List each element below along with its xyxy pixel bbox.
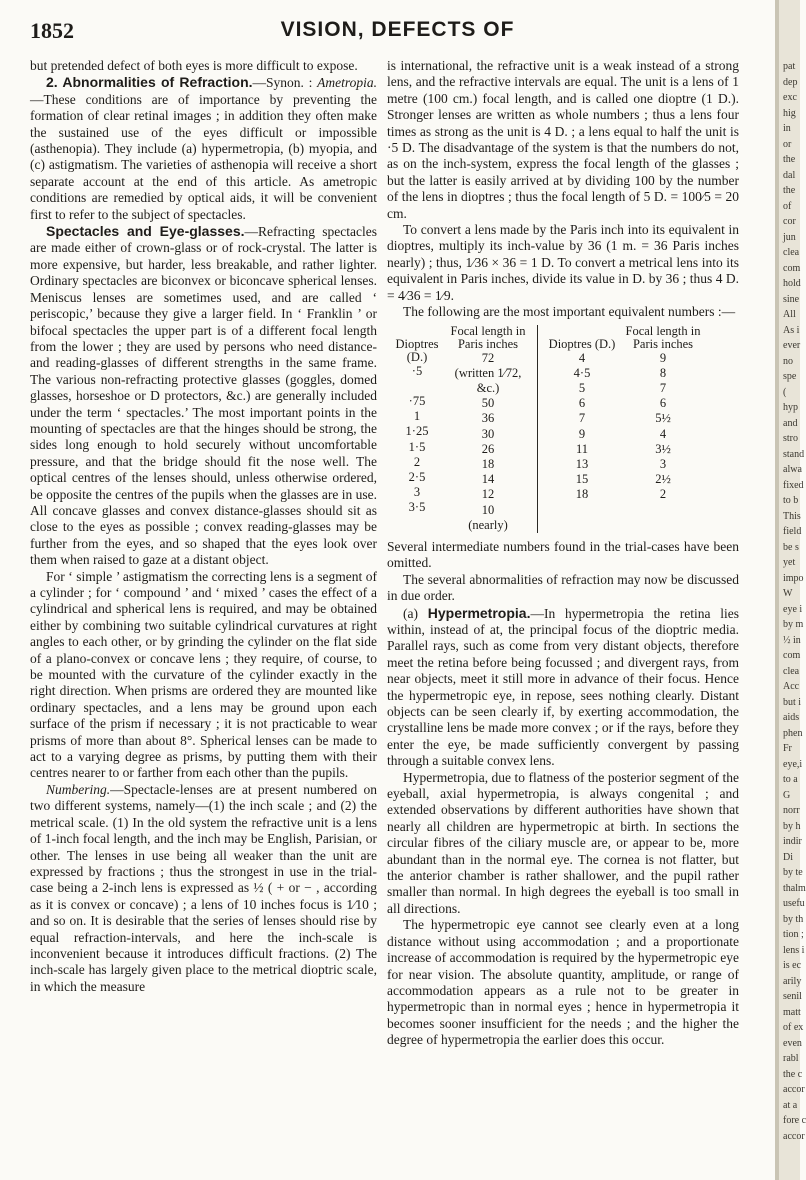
page-fragment: fixed [783, 479, 804, 491]
table-cell: (written 1⁄72, &c.) [454, 365, 522, 395]
section-numbering [30, 782, 377, 995]
page-fragment: of [783, 200, 792, 212]
page-fragment: pat [783, 61, 796, 72]
table-cell: 26 [481, 441, 495, 456]
page-fragment: thalm [783, 882, 806, 894]
page-fragment: rabl [783, 1053, 799, 1064]
table-cell: 14 [481, 472, 495, 487]
table-cell: 1·5 [408, 439, 426, 454]
table-header: Paris inches [632, 336, 694, 351]
paragraph-text: —Spectacle-lenses are at present numbered on two different systems, namely—(1) the inch scale ; and (2) the metrical scale. (1) In the old system the refractive unit is a lens of 1-inch focal length, and the inch may be English, Parisian, or other. The lenses in use being all weaker than the unit are expressed by fractions ; thus the strongest in use in the trial-case being a 2-inch lens is expressed as ½ ( + or − , according as it is convex or concave) ; a lens of 10 inches focus is 1⁄10 ; and so on. It is desirable that the series of lenses should rise by equal refraction-intervals, and here the inch-scale is inconvenient because it introduces difficult fractions. (2) The inch-scale has largely given place to the metrical dioptric scale, in which the measure [30, 781, 377, 994]
synonym-term: Ametropia. [317, 75, 377, 91]
page-fragment: stro [783, 433, 798, 444]
page-fragment: All [783, 309, 796, 320]
section-abnormalities [30, 74, 377, 223]
page-fragment: accor [783, 1084, 805, 1095]
page-fragment: eye i [783, 603, 803, 615]
page-fragment: in [783, 123, 791, 134]
table-cell: 4 [578, 350, 586, 365]
table-header: Focal length in [450, 323, 526, 338]
table-cell: 8 [659, 365, 667, 380]
table-cell: 2 [659, 487, 667, 502]
paragraph: but pretended defect of both eyes is more difficult to expose. [30, 58, 358, 73]
page-fragment: at a [783, 1099, 798, 1111]
page-fragment: tion ; [783, 929, 804, 940]
page-fragment: usefu [783, 898, 805, 909]
paragraph: The following are the most important equivalent numbers :— [403, 304, 736, 320]
section-spectacles [30, 223, 377, 569]
page-title: VISION, DEFECTS OF [280, 18, 515, 41]
table-cell: 36 [481, 411, 495, 426]
paragraph: To convert a lens made by the Paris inch into its equivalent in dioptres, multiply its inch-value by 36 (1 m. = 36 Paris inches nearly) ; thus, 1⁄36 × 36 = 1 D. To convert a metrical lens into its equivalent in Paris inches, divide its value in D. by 36 ; thus 4 D. = 4⁄36 = 1⁄9. [387, 222, 739, 303]
table-cell: 2½ [655, 472, 671, 487]
table-cell: 15 [575, 472, 589, 487]
equivalents-table [387, 325, 739, 533]
section-heading: Spectacles and Eye-glasses. [46, 223, 245, 240]
page-fragment: norr [783, 805, 800, 816]
page-fragment: ( [783, 386, 787, 398]
left-column [30, 58, 377, 995]
page-fragment: eye,i [783, 758, 803, 770]
section-heading: 2. Abnormalities of Refraction. [46, 74, 253, 91]
page-fragment: even [783, 1037, 802, 1049]
page-fragment: by m [783, 619, 804, 630]
page-fragment: W [783, 588, 793, 599]
table-cell: 7 [578, 411, 586, 426]
page-fragment: by te [783, 867, 803, 878]
paragraph-text: —These conditions are of importance by preventing the formation of clear retinal images ; in addition they often make the sustained use of the eyes difficult or impossible (asthenopia). They include (a) hypermetropia, (b) myopia, and (c) astigmatism. The varieties of asthenopia will receive a short separate account at the end of this article. As ametropic conditions are remedied by optical aids, it will be convenient first to refer to the subject of spectacles. [30, 91, 377, 222]
subsection-label: Numbering. [46, 781, 111, 797]
page-fragment: fore c [783, 1115, 806, 1126]
table-header: Focal length in [625, 323, 701, 338]
page-fragment: by th [783, 913, 804, 925]
table-cell: (nearly) [468, 517, 508, 532]
page-fragment: ½ in [783, 634, 801, 646]
page-fragment: com [783, 262, 801, 274]
right-column [387, 58, 739, 1049]
page-fragment: ever [783, 340, 801, 351]
paragraph: is international, the refractive unit is a weak instead of a strong lens, and the refractive intervals are equal. The unit is a lens of 1 metre (100 cm.) focal length, and is called one dioptre (1 D.). Stronger lenses are written as whole numbers ; thus a lens four times as strong as the unit is 4 D. ; a lens equal to half the unit is ·5 D. The disadvantage of the system is that the numbers do not, as on the inch-system, express the focal length of the glasses ; but the latter is easily arrived at by dividing 100 by the number of the lens in dioptres ; thus the focal length of 5 D. = 100⁄5 = 20 cm. [387, 58, 739, 221]
subsection-label: (a) [403, 605, 428, 621]
page-fragment: stand [783, 448, 805, 460]
table-right-block [546, 325, 708, 533]
section-heading: Hypermetropia. [427, 604, 531, 621]
page-fragment: hold [783, 278, 801, 289]
table-cell: 3·5 [408, 500, 426, 515]
page-header [30, 18, 765, 44]
table-cell: 5½ [655, 411, 671, 426]
table-cell: 6 [578, 396, 586, 411]
page-fragment: This [783, 510, 801, 522]
table-header: Dioptres (D.) [548, 336, 616, 351]
table-cell: 9 [578, 426, 586, 441]
table-cell: 1·25 [405, 424, 429, 439]
page-fragment: lens i [783, 944, 805, 956]
page-fragment: or [783, 138, 792, 150]
page-fragment: As i [783, 324, 800, 336]
page-fragment: and [783, 417, 798, 429]
table-cell: 12 [481, 487, 495, 502]
table-header: Dioptres (D.) [395, 336, 439, 364]
table-cell: 13 [575, 456, 589, 471]
table-cell: 3 [659, 456, 667, 471]
table-cell: 2 [413, 454, 421, 469]
page-fragment: hyp [783, 402, 798, 413]
page-fragment: sine [783, 293, 800, 305]
paragraph: The several abnormalities of refraction may now be discussed in due order. [387, 571, 739, 604]
section-hypermetropia [387, 605, 739, 770]
table-cell: 72 [481, 350, 495, 365]
table-cell: ·5 [411, 363, 423, 378]
table-cell: 3 [413, 485, 421, 500]
page-fragment: alwa [783, 464, 802, 475]
table-cell: ·75 [408, 393, 426, 408]
page-fragment: indir [783, 836, 802, 847]
page-fragment: arily [783, 975, 802, 987]
table-cell: 11 [575, 441, 589, 456]
page-fragment: but i [783, 696, 802, 708]
page-fragment: dal [783, 169, 796, 181]
paragraph-text: —Refracting spectacles are made either of crown-glass or of rock-crystal. The latter is more expensive, but harder, less breakable, and rather lighter. Ordinary spectacles are biconvex or biconcave spherical lenses. Meniscus lenses are sometimes used, and are called ‘ periscopic,’ because they give a larger field. In ‘ Franklin ’ or bifocal spectacles the upper part is of a different focal length from the lower ; they are used by persons who need distance- and reading-glasses of different strengths in the same frame. The various non-refracting protective glasses (goggles, domed glasses, horseshoe or D protectors, &c.) are generally included under the term ‘ spectacles.’ The most important points in the mounting of spectacles are that the hinges should be strong, the sides long enough to hold securely without uncomfortable pressure, and that the bridge should fit the nose well. The optical centres of the lenses should, unless otherwise ordered, be opposite the centres of the pupils when the glasses are in use. All concave glasses and convex distance-glasses should sit as close to the eyes as possible ; convex reading-glasses may be further from the eyes, and so shaped that the eyes look over them when raised to gaze at a distant object. [30, 224, 377, 568]
paragraph: Several intermediate numbers found in the trial-cases have been omitted. [387, 538, 739, 571]
table-cell: 4 [659, 426, 667, 441]
table-cell: 2·5 [408, 469, 426, 484]
table-cell: 5 [578, 380, 586, 395]
page-fragment: phen [783, 727, 803, 739]
page-fragment: by h [783, 820, 801, 832]
table-cell: 10 [481, 502, 495, 517]
page-fragment: senil [783, 991, 802, 1002]
page-fragment: to b [783, 495, 799, 506]
table-cell: 3½ [655, 441, 671, 456]
page-fragment: the [783, 185, 796, 196]
table-cell: 4·5 [573, 365, 591, 380]
synonym-label: —Synon. : [252, 75, 318, 91]
page-fragment: no [783, 355, 793, 367]
page-fragment: accor [783, 1130, 805, 1142]
page-fragment: is ec [783, 960, 802, 971]
page-fragment: Di [783, 851, 793, 863]
page-fragment: the c [783, 1068, 803, 1080]
page-fragment: field [783, 526, 802, 537]
page-fragment: clea [783, 247, 800, 258]
paragraph: For ‘ simple ’ astigmatism the correcting lens is a segment of a cylinder ; for ‘ compound ’ and ‘ mixed ’ cases the effect of a cylindrical and spherical lens is required, and may be obtained either by combining two suitable cylindrical curvatures at right angles to each other, or by grinding the cylinder on the flat side of a plano-convex or concave lens ; they require, of course, to be mounted with the curvature of the cylinder exactly in the right direction. When prisms are ordered they are mounted like ordinary spectacles, and a lens may be ground upon each surface of the prism if necessary ; it is not practicable to wear prisms of more than about 8°. Spherical lenses can be made to act to a varying degree as prisms, by putting them with their centres nearer to or farther from each other than the pupils. [30, 568, 377, 781]
table-cell: 30 [481, 426, 495, 441]
page-fragment: spe [783, 371, 797, 382]
page-fragment: exc [783, 92, 797, 103]
page-fragment: matt [783, 1006, 801, 1018]
page-fragment: cor [783, 216, 796, 227]
table-cell: 6 [659, 396, 667, 411]
page-fragment: be s [783, 541, 799, 553]
table-cell: 50 [481, 396, 495, 411]
table-divider [537, 325, 538, 533]
table-cell: 7 [659, 380, 667, 395]
table-cell: 18 [481, 456, 495, 471]
page-fragment: jun [783, 231, 796, 243]
page-fragment: impo [783, 572, 804, 584]
table-header [387, 325, 447, 338]
table-cell: 18 [575, 487, 589, 502]
paragraph: Hypermetropia, due to flatness of the posterior segment of the eyeball, axial hypermetropia, is always congenital ; and extended observations by different authorities have shown that nearly all children are hypermetropic at birth. In sections the circular fibres of the ciliary muscle are, or appear to be, more abundant than in the normal eye. The cornea is not flatter, but the anterior chamber is rather shallower, and the pupil rather smaller than normal. In high degrees the eyeball is too small in all directions. [387, 769, 739, 916]
page-fragment: yet [783, 557, 796, 568]
paragraph-text: —In hypermetropia the retina lies within, instead of at, the principal focus of the dioptric media. Parallel rays, such as come from very distant objects, therefore meet the retina before being focussed ; and divergent rays, from near objects, meet it still more in advance of their focus. Hence the hypermetropic eye, in repose, sees nothing clearly. Distant objects can be seen clearly if, by exerting accommodation, the crystalline lens be made more convex ; or if the rays, before they enter the eye, be made sufficiently convergent by passing through a suitable convex lens. [387, 605, 740, 769]
table-cell: 1 [413, 409, 421, 424]
page-fragment: Acc [783, 681, 800, 692]
page-fragment: clea [783, 665, 800, 677]
page-fragment: aids [783, 712, 800, 723]
table-header [546, 325, 618, 338]
page-fragment: the [783, 154, 796, 165]
page-fragment: to a [783, 774, 798, 785]
adjacent-page-strip [775, 0, 806, 1180]
page-fragment: G [783, 789, 791, 801]
page-fragment: dep [783, 76, 798, 88]
page-fragment: hig [783, 107, 796, 119]
page-edge [775, 0, 779, 1180]
table-left-block [387, 325, 529, 533]
page-fragment: Fr [783, 743, 792, 754]
page-fragment: com [783, 650, 801, 661]
table-cell: 9 [659, 350, 667, 365]
table-header: Paris inches [457, 336, 519, 351]
paragraph: The hypermetropic eye cannot see clearly even at a long distance without using accommodation ; and a proportionate increase of accommodation is required by the hypermetropic eye for near vision. The absolute quantity, amplitude, or range of accommodation appears as a rule not to be greater in hypermetropic than in normal eyes ; hence in hypermetropia it becomes sooner insufficient for the needs ; and the higher the degree of hypermetropia the earlier does this occur. [387, 917, 739, 1048]
table-cell [387, 379, 447, 394]
page-number: 1852 [30, 18, 74, 43]
page-fragment: of ex [783, 1022, 804, 1033]
